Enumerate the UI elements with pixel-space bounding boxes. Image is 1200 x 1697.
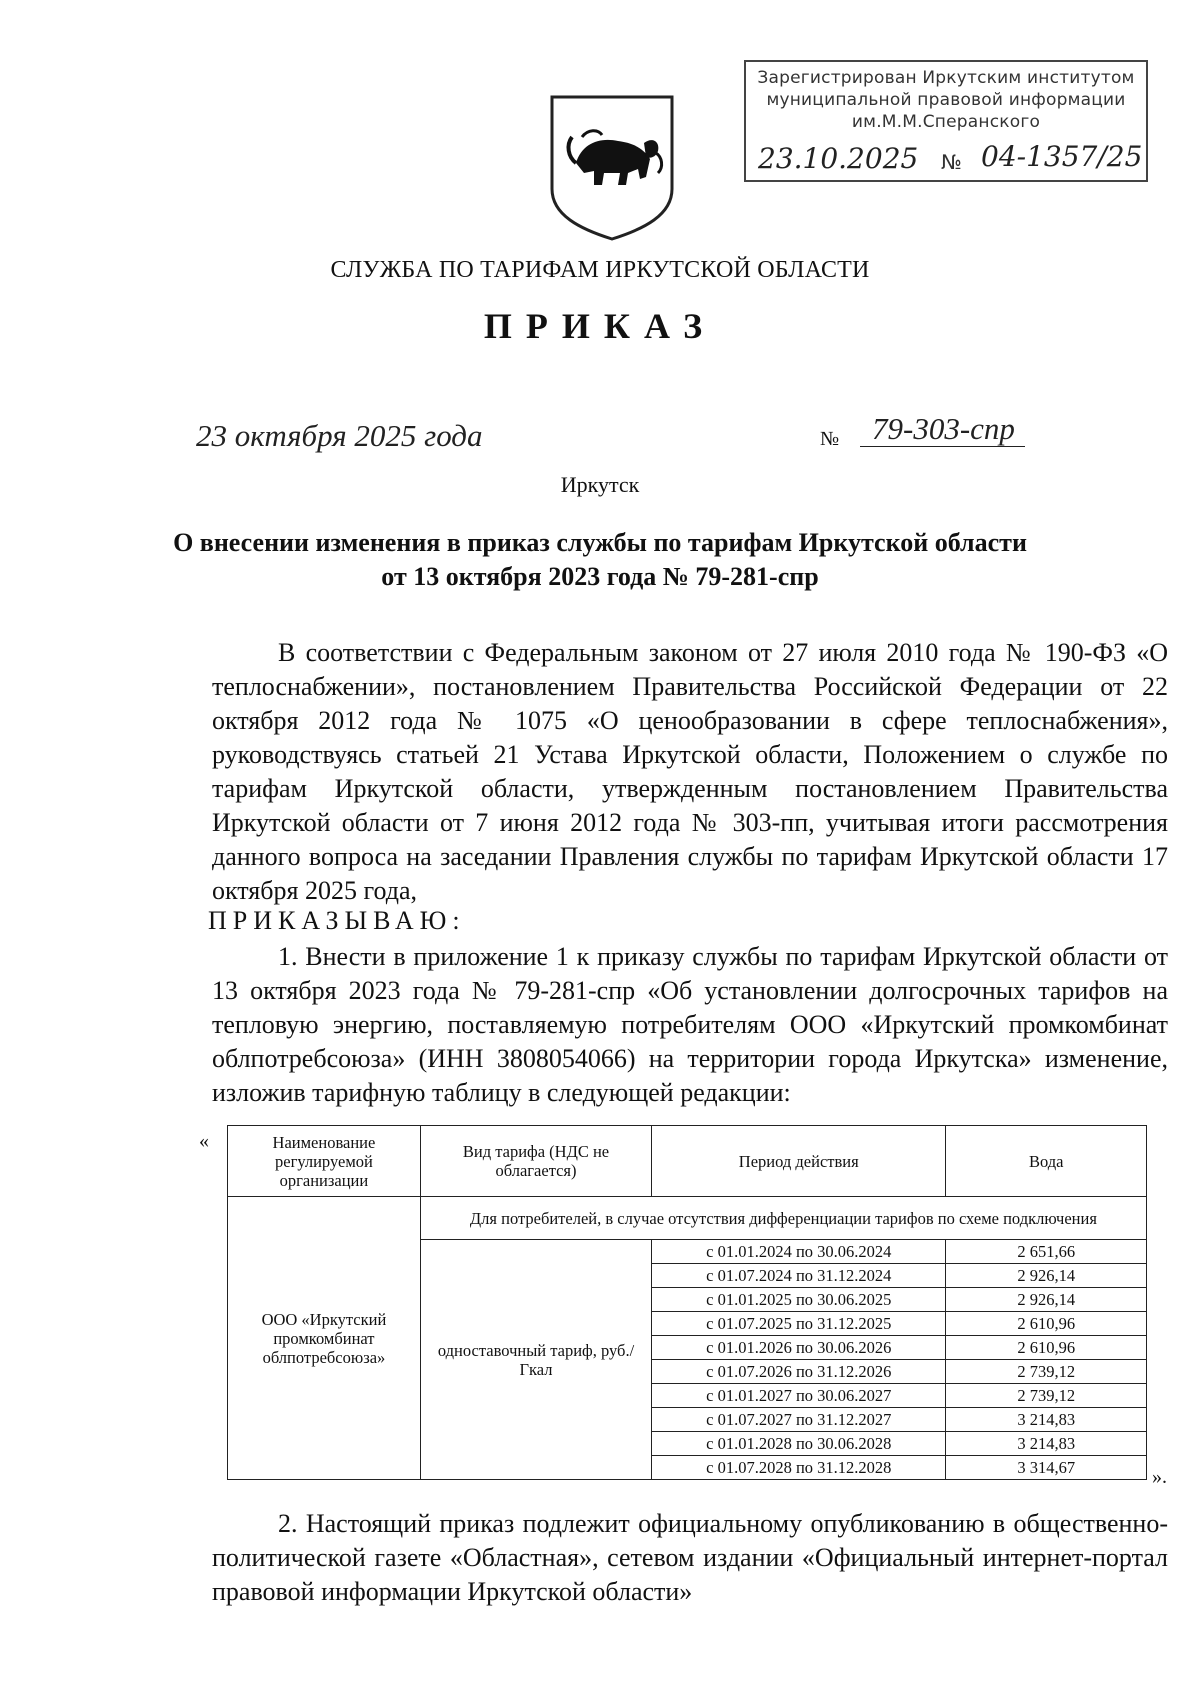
value-cell: 2 926,14 — [946, 1264, 1147, 1288]
value-cell: 3 214,83 — [946, 1408, 1147, 1432]
stamp-line-3: им.М.М.Сперанского — [851, 112, 1041, 132]
decree-word: ПРИКАЗЫВАЮ: — [208, 906, 466, 935]
header-tariff-type: Вид тарифа (НДС не облагается) — [420, 1126, 651, 1197]
order-number-label: № — [820, 428, 840, 450]
value-cell: 2 739,12 — [946, 1384, 1147, 1408]
period-cell: с 01.07.2026 по 31.12.2026 — [652, 1360, 946, 1384]
table-header-row — [228, 1126, 1147, 1197]
value-cell: 2 610,96 — [946, 1336, 1147, 1360]
period-cell: с 01.07.2027 по 31.12.2027 — [652, 1408, 946, 1432]
table-quote-close: ». — [1152, 1466, 1167, 1488]
period-cell: с 01.07.2025 по 31.12.2025 — [652, 1312, 946, 1336]
clause-2-paragraph: 2. Настоящий приказ подлежит официальному опубликованию в общественно-политической газете «Областная», сетевом издании «Официальный интернет-портал правовой информации Иркутской области» — [212, 1509, 1168, 1606]
period-cell: с 01.07.2028 по 31.12.2028 — [652, 1456, 946, 1480]
value-cell: 2 610,96 — [946, 1312, 1147, 1336]
tariff-type-cell: одноставочный тариф, руб./Гкал — [420, 1240, 651, 1480]
period-cell: с 01.01.2028 по 30.06.2028 — [652, 1432, 946, 1456]
value-cell: 2 651,66 — [946, 1240, 1147, 1264]
value-cell: 2 739,12 — [946, 1360, 1147, 1384]
stamp-line-1: Зарегистрирован Иркутским институтом — [757, 68, 1135, 88]
city: Иркутск — [560, 472, 640, 497]
coat-of-arms-icon — [548, 93, 676, 243]
subject-line-2: от 13 октября 2023 года № 79-281-спр — [381, 562, 819, 591]
header-water: Вода — [946, 1126, 1147, 1197]
value-cell: 3 214,83 — [946, 1432, 1147, 1456]
stamp-registration-date: 23.10.2025 — [758, 142, 919, 175]
period-cell: с 01.01.2024 по 30.06.2024 — [652, 1240, 946, 1264]
preamble-paragraph: В соответствии с Федеральным законом от 27 июля 2010 года № 190-ФЗ «О теплоснабжении», постановлением Правительства Российской Федерации от 22 октября 2012 года № 1075 «О ценообразовании в сфере теплоснабжения», руководствуясь статьей 21 Устава Иркутской области, Положением о службе по тарифам Иркутской области, утвержденным постановлением Правительства Иркутской области от 7 июня 2012 года № 303-пп, учитывая итоги рассмотрения данного вопроса на заседании Правления службы по тарифам Иркутской области 17 октября 2025 года, — [212, 638, 1168, 905]
stamp-line-2: муниципальной правовой информации — [766, 90, 1126, 110]
organization-cell: ООО «Иркутский промкомбинат облпотребсоюза» — [228, 1197, 421, 1480]
order-date: 23 октября 2025 года — [196, 418, 483, 453]
period-cell: с 01.01.2025 по 30.06.2025 — [652, 1288, 946, 1312]
header-organization: Наименование регулируемой организации — [228, 1126, 421, 1197]
registration-stamp — [744, 60, 1148, 182]
tariff-table — [227, 1125, 1147, 1480]
document-subject — [150, 526, 1050, 594]
document-type: ПРИКАЗ — [483, 306, 717, 346]
table-subheader-row — [228, 1197, 1147, 1240]
consumer-subheader: Для потребителей, в случае отсутствия дифференциации тарифов по схеме подключения — [420, 1197, 1146, 1240]
period-cell: с 01.07.2024 по 31.12.2024 — [652, 1264, 946, 1288]
subject-line-1: О внесении изменения в приказ службы по тарифам Иркутской области — [173, 528, 1027, 557]
table-quote-open: « — [199, 1130, 209, 1152]
stamp-number-label: № — [941, 150, 962, 174]
agency-name: СЛУЖБА ПО ТАРИФАМ ИРКУТСКОЙ ОБЛАСТИ — [330, 257, 870, 283]
header-period: Период действия — [652, 1126, 946, 1197]
value-cell: 2 926,14 — [946, 1288, 1147, 1312]
order-number: 79-303-спр — [860, 412, 1025, 447]
period-cell: с 01.01.2026 по 30.06.2026 — [652, 1336, 946, 1360]
period-cell: с 01.01.2027 по 30.06.2027 — [652, 1384, 946, 1408]
clause-1-paragraph: 1. Внести в приложение 1 к приказу службы по тарифам Иркутской области от 13 октября 2023 года № 79-281-спр «Об установлении долгосрочных тарифов на тепловую энергию, поставляемую потребителям ООО «Иркутский промкомбинат облпотребсоюза» (ИНН 3808054066) на территории города Иркутска» изменение, изложив тарифную таблицу в следующей редакции: — [212, 942, 1168, 1107]
stamp-registration-number: 04-1357/25 — [981, 140, 1143, 173]
value-cell: 3 314,67 — [946, 1456, 1147, 1480]
